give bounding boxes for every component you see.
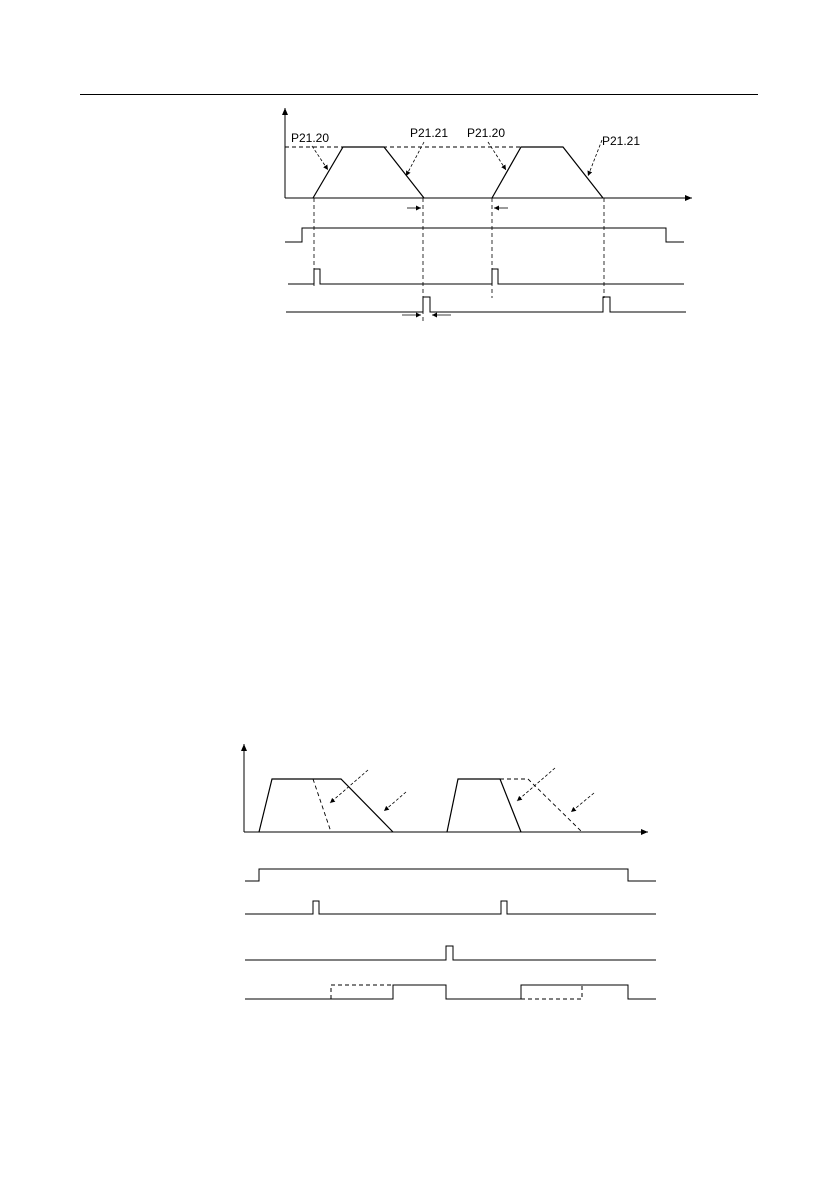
- speed-profile-bottom-2: [447, 779, 521, 832]
- signal-output-bottom: [245, 985, 656, 999]
- leader-bottom-1: [330, 770, 368, 803]
- label-accel-time-1: P21.20: [291, 131, 330, 145]
- leader-bottom-3: [517, 768, 555, 801]
- signal-pulse-b-bottom: [245, 946, 656, 960]
- leader-bottom-4: [571, 793, 594, 812]
- label-decel-time-1: P21.21: [410, 126, 449, 140]
- label-decel-time-2: P21.21: [602, 134, 641, 148]
- speed-profile-bottom-1-dashed: [313, 779, 331, 832]
- speed-profile-bottom-1: [259, 779, 393, 832]
- signal-pulse-a-bottom: [245, 901, 656, 914]
- speed-profile-bottom-2-dashed: [500, 779, 582, 832]
- label-accel-time-2: P21.20: [467, 126, 506, 140]
- signal-output-bottom-dashed-2: [521, 985, 582, 999]
- signal-output-bottom-dashed-1: [331, 985, 393, 999]
- signal-run-bottom: [245, 869, 656, 881]
- leader-bottom-2: [384, 792, 406, 811]
